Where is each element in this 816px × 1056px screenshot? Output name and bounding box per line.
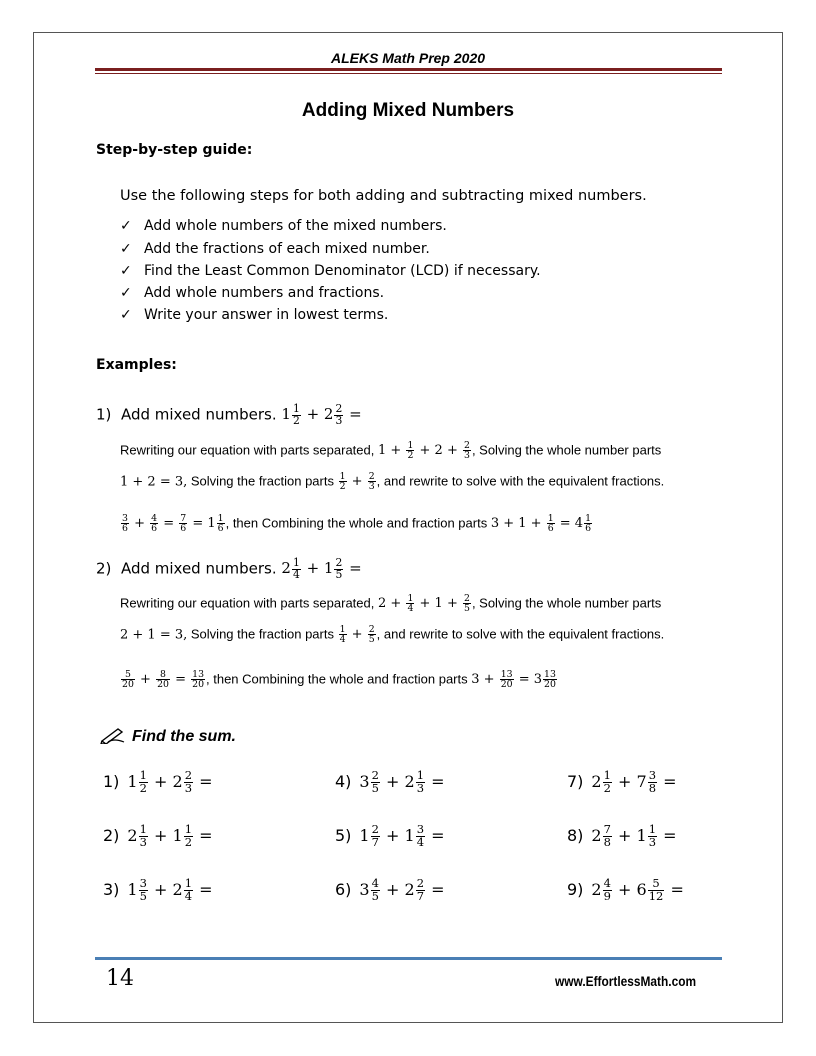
step-text: Add whole numbers of the mixed numbers. bbox=[144, 218, 447, 234]
problem-item: 3) 1 $\frac{3}{5}$ + 2 $\frac{1}{4}$ = bbox=[103, 876, 213, 903]
step-item bbox=[120, 218, 447, 234]
example-2-line-1: Rewriting our equation with parts separated, 2 + $\frac{1}{4}$ + 1 + $\frac{2}{5}$ , Solving the whole number parts bbox=[120, 593, 662, 615]
step-text: Find the Least Common Denominator (LCD) if necessary. bbox=[144, 263, 541, 279]
example-1-line-3: $\frac{3}{6}$ + $\frac{4}{6}$ = $\frac{7}{6}$ = 1 $\frac{1}{6}$ , then Combining the whole and fraction parts 3 + 1 + $\frac{1}{6}$ = 4 $\frac{1}{6}$ bbox=[122, 513, 592, 535]
check-icon: ✓ bbox=[120, 241, 132, 257]
problem-item: 2) 2 $\frac{1}{3}$ + 1 $\frac{1}{2}$ = bbox=[103, 822, 213, 849]
problem-number: 3) bbox=[103, 879, 120, 899]
step-item bbox=[120, 307, 388, 323]
check-icon: ✓ bbox=[120, 307, 132, 323]
step-item bbox=[120, 285, 384, 301]
problem-item: 8) 2 $\frac{7}{8}$ + 1 $\frac{1}{3}$ = bbox=[567, 822, 677, 849]
problem-number: 2) bbox=[103, 825, 120, 845]
examples-heading: Examples: bbox=[96, 357, 177, 373]
check-icon: ✓ bbox=[120, 285, 132, 301]
pencil-writing-icon bbox=[100, 726, 126, 744]
problem-item: 6) 3 $\frac{4}{5}$ + 2 $\frac{2}{7}$ = bbox=[335, 876, 445, 903]
example-2-line-2: 2 + 1 = 3, Solving the fraction parts $\frac{1}{4}$ + $\frac{2}{5}$ , and rewrite to solve with the equivalent fractions. bbox=[120, 624, 665, 646]
problem-number: 4) bbox=[335, 771, 352, 791]
problem-number: 1) bbox=[103, 771, 120, 791]
book-title: ALEKS Math Prep 2020 bbox=[330, 50, 486, 66]
problem-item: 4) 3 $\frac{2}{5}$ + 2 $\frac{1}{3}$ = bbox=[335, 768, 445, 795]
problem-item: 7) 2 $\frac{1}{2}$ + 7 $\frac{3}{8}$ = bbox=[567, 768, 677, 795]
page-title: Adding Mixed Numbers bbox=[301, 100, 515, 121]
header-rule bbox=[95, 68, 722, 71]
problem-number: 5) bbox=[335, 825, 352, 845]
example-1-line-1: Rewriting our equation with parts separated, 1 + $\frac{1}{2}$ + 2 + $\frac{2}{3}$ , Solving the whole number parts bbox=[120, 440, 662, 462]
problem-number: 8) bbox=[567, 825, 584, 845]
guide-intro: Use the following steps for both adding and subtracting mixed numbers. bbox=[120, 188, 647, 204]
problem-item: 1) 1 $\frac{1}{2}$ + 2 $\frac{2}{3}$ = bbox=[103, 768, 213, 795]
problem-item: 9) 2 $\frac{4}{9}$ + 6 $\frac{5}{12}$ = bbox=[567, 876, 684, 903]
step-item bbox=[120, 263, 541, 279]
step-text: Add whole numbers and fractions. bbox=[144, 285, 385, 301]
example-1-line-2: 1 + 2 = 3, Solving the fraction parts $\frac{1}{2}$ + $\frac{2}{3}$ , and rewrite to solve with the equivalent fractions. bbox=[120, 471, 665, 493]
website-link[interactable]: www.EffortlessMath.com bbox=[555, 973, 697, 989]
header-rule-thin bbox=[95, 73, 722, 74]
problem-number: 6) bbox=[335, 879, 352, 899]
step-item bbox=[120, 241, 430, 257]
problem-number: 9) bbox=[567, 879, 584, 899]
step-text: Write your answer in lowest terms. bbox=[144, 307, 389, 323]
check-icon: ✓ bbox=[120, 263, 132, 279]
exercise-heading: Find the sum. bbox=[100, 726, 236, 746]
footer-rule bbox=[95, 957, 722, 960]
problem-item: 5) 1 $\frac{2}{7}$ + 1 $\frac{3}{4}$ = bbox=[335, 822, 445, 849]
example-1-heading: 1) Add mixed numbers. 1 $\frac{1}{2}$ + 2 $\frac{2}{3}$ = bbox=[96, 402, 362, 427]
guide-heading: Step-by-step guide: bbox=[96, 142, 253, 158]
problem-number: 7) bbox=[567, 771, 584, 791]
page-number: 14 bbox=[106, 966, 134, 991]
step-text: Add the fractions of each mixed number. bbox=[144, 241, 430, 257]
example-2-line-3: $\frac{5}{20}$ + $\frac{8}{20}$ = $\frac{13}{20}$ , then Combining the whole and fraction parts 3 + $\frac{13}{20}$ = 3 $\frac{13}{20}$ bbox=[122, 669, 556, 691]
check-icon: ✓ bbox=[120, 218, 132, 234]
example-2-heading: 2) Add mixed numbers. 2 $\frac{1}{4}$ + 1 $\frac{2}{5}$ = bbox=[96, 556, 362, 581]
